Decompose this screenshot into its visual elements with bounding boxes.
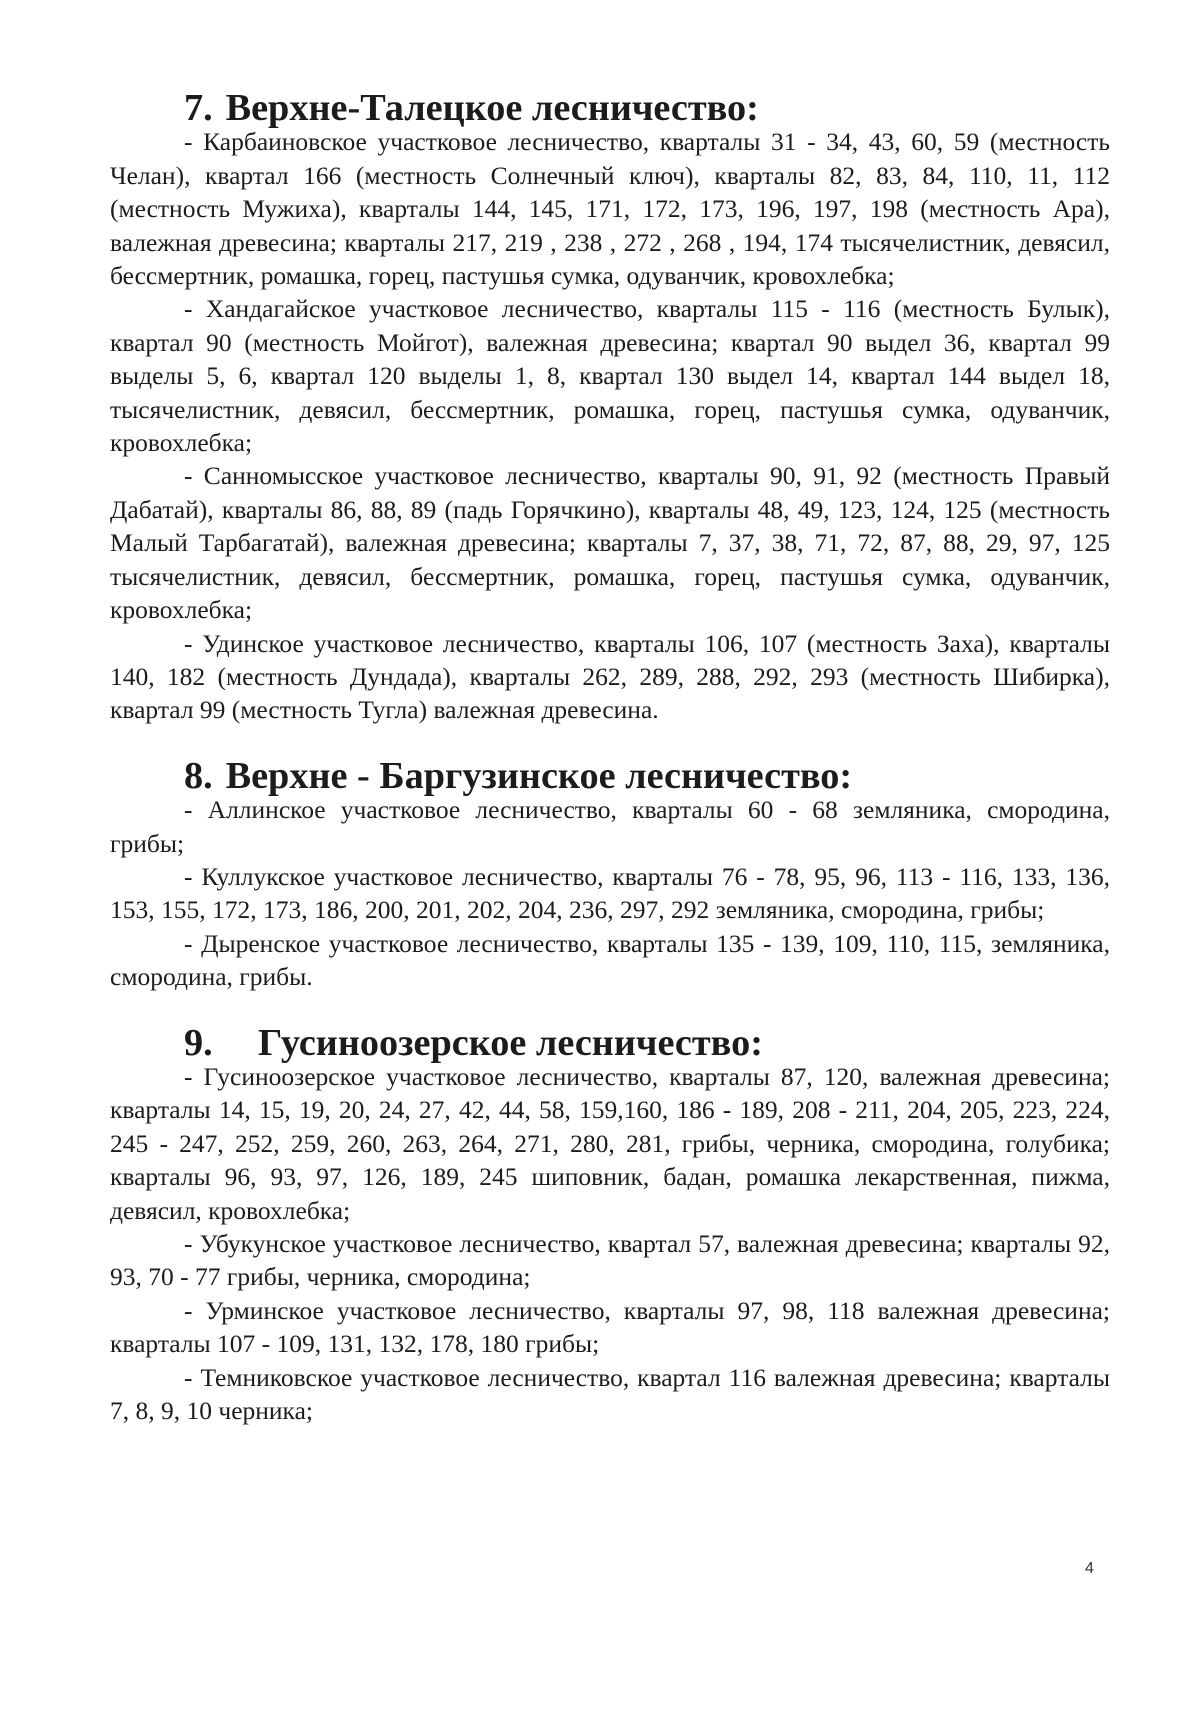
section-title: Верхне-Талецкое лесничество: <box>225 87 759 129</box>
forestry-entry: - Темниковское участковое лесничество, квартал 116 валежная древесина; кварталы 7, 8, 9, 10 черника; <box>110 1362 1110 1426</box>
forestry-entry: - Аллинское участковое лесничество, кварталы 60 - 68 земляника, смородина, грибы; <box>110 795 1110 858</box>
section-heading-8 <box>110 754 1110 797</box>
forestry-entry: - Удинское участковое лесничество, кварталы 106, 107 (местность Заха), кварталы 140, 182 (местность Дундада), кварталы 262, 289, 288, 292, 293 (местность Шибирка), квартал 99 (местность Тугла) валежная древесина. <box>110 628 1110 725</box>
section-number: 8. <box>184 754 213 797</box>
forestry-entry: - Карбаиновское участковое лесничество, кварталы 31 - 34, 43, 60, 59 (местность Челан), квартал 166 (местность Солнечный ключ), кварталы 82, 83, 84, 110, 11, 112 (местность Мужиха), кварталы 144, 145, 171, 172, 173, 196, 197, 198 (местность Ара), валежная древесина; кварталы 217, 219 , 238 , 272 , 268 , 194, 174 тысячелистник, девясил, бессмертник, ромашка, горец, пастушья сумка, одуванчик, кровохлебка; <box>110 127 1110 291</box>
page-number: 4 <box>1085 1560 1094 1577</box>
forestry-entry: - Куллукское участковое лесничество, кварталы 76 - 78, 95, 96, 113 - 116, 133, 136, 153, 155, 172, 173, 186, 200, 201, 202, 204, 236, 297, 292 земляника, смородина, грибы; <box>110 861 1110 925</box>
forestry-entry: - Урминское участковое лесничество, кварталы 97, 98, 118 валежная древесина; кварталы 107 - 109, 131, 132, 178, 180 грибы; <box>110 1295 1110 1359</box>
forestry-entry: - Хандагайское участковое лесничество, кварталы 115 - 116 (местность Булык), квартал 90 (местность Мойгот), валежная древесина; квартал 90 выдел 36, квартал 99 выделы 5, 6, квартал 120 выделы 1, 8, квартал 130 выдел 14, квартал 144 выдел 18, тысячелистник, девясил, бессмертник, ромашка, горец, пастушья сумка, одуванчик, кровохлебка; <box>110 294 1110 458</box>
section-title: Гусиноозерское лесничество: <box>258 1021 763 1064</box>
forestry-entry: - Санномысское участковое лесничество, кварталы 90, 91, 92 (местность Правый Дабатай), кварталы 86, 88, 89 (падь Горячкино), кварталы 48, 49, 123, 124, 125 (местность Малый Тарбагатай), валежная древесина; кварталы 7, 37, 38, 71, 72, 87, 88, 29, 97, 125 тысячелистник, девясил, бессмертник, ромашка, горец, пастушья сумка, одуванчик, кровохлебка; <box>110 461 1110 625</box>
section-title: Верхне - Баргузинское лесничество: <box>225 754 853 797</box>
section-heading-7 <box>110 87 1110 129</box>
section-number: 9. <box>184 1021 213 1064</box>
forestry-entry: - Убукунское участковое лесничество, квартал 57, валежная древесина; кварталы 92, 93, 70 - 77 грибы, черника, смородина; <box>110 1229 1110 1292</box>
forestry-entry: - Дыренское участковое лесничество, кварталы 135 - 139, 109, 110, 115, земляника, смородина, грибы. <box>110 928 1110 992</box>
forestry-entry: - Гусиноозерское участковое лесничество, кварталы 87, 120, валежная древесина; кварталы 14, 15, 19, 20, 24, 27, 42, 44, 58, 159,160, 186 - 189, 208 - 211, 204, 205, 223, 224, 245 - 247, 252, 259, 260, 263, 264, 271, 280, 281, грибы, черника, смородина, голубика; кварталы 96, 93, 97, 126, 189, 245 шиповник, бадан, ромашка лекарственная, пижма, девясил, кровохлебка; <box>110 1061 1110 1225</box>
section-number: 7. <box>184 87 213 129</box>
document-body <box>110 87 1110 1427</box>
section-heading-9 <box>110 1021 1110 1064</box>
